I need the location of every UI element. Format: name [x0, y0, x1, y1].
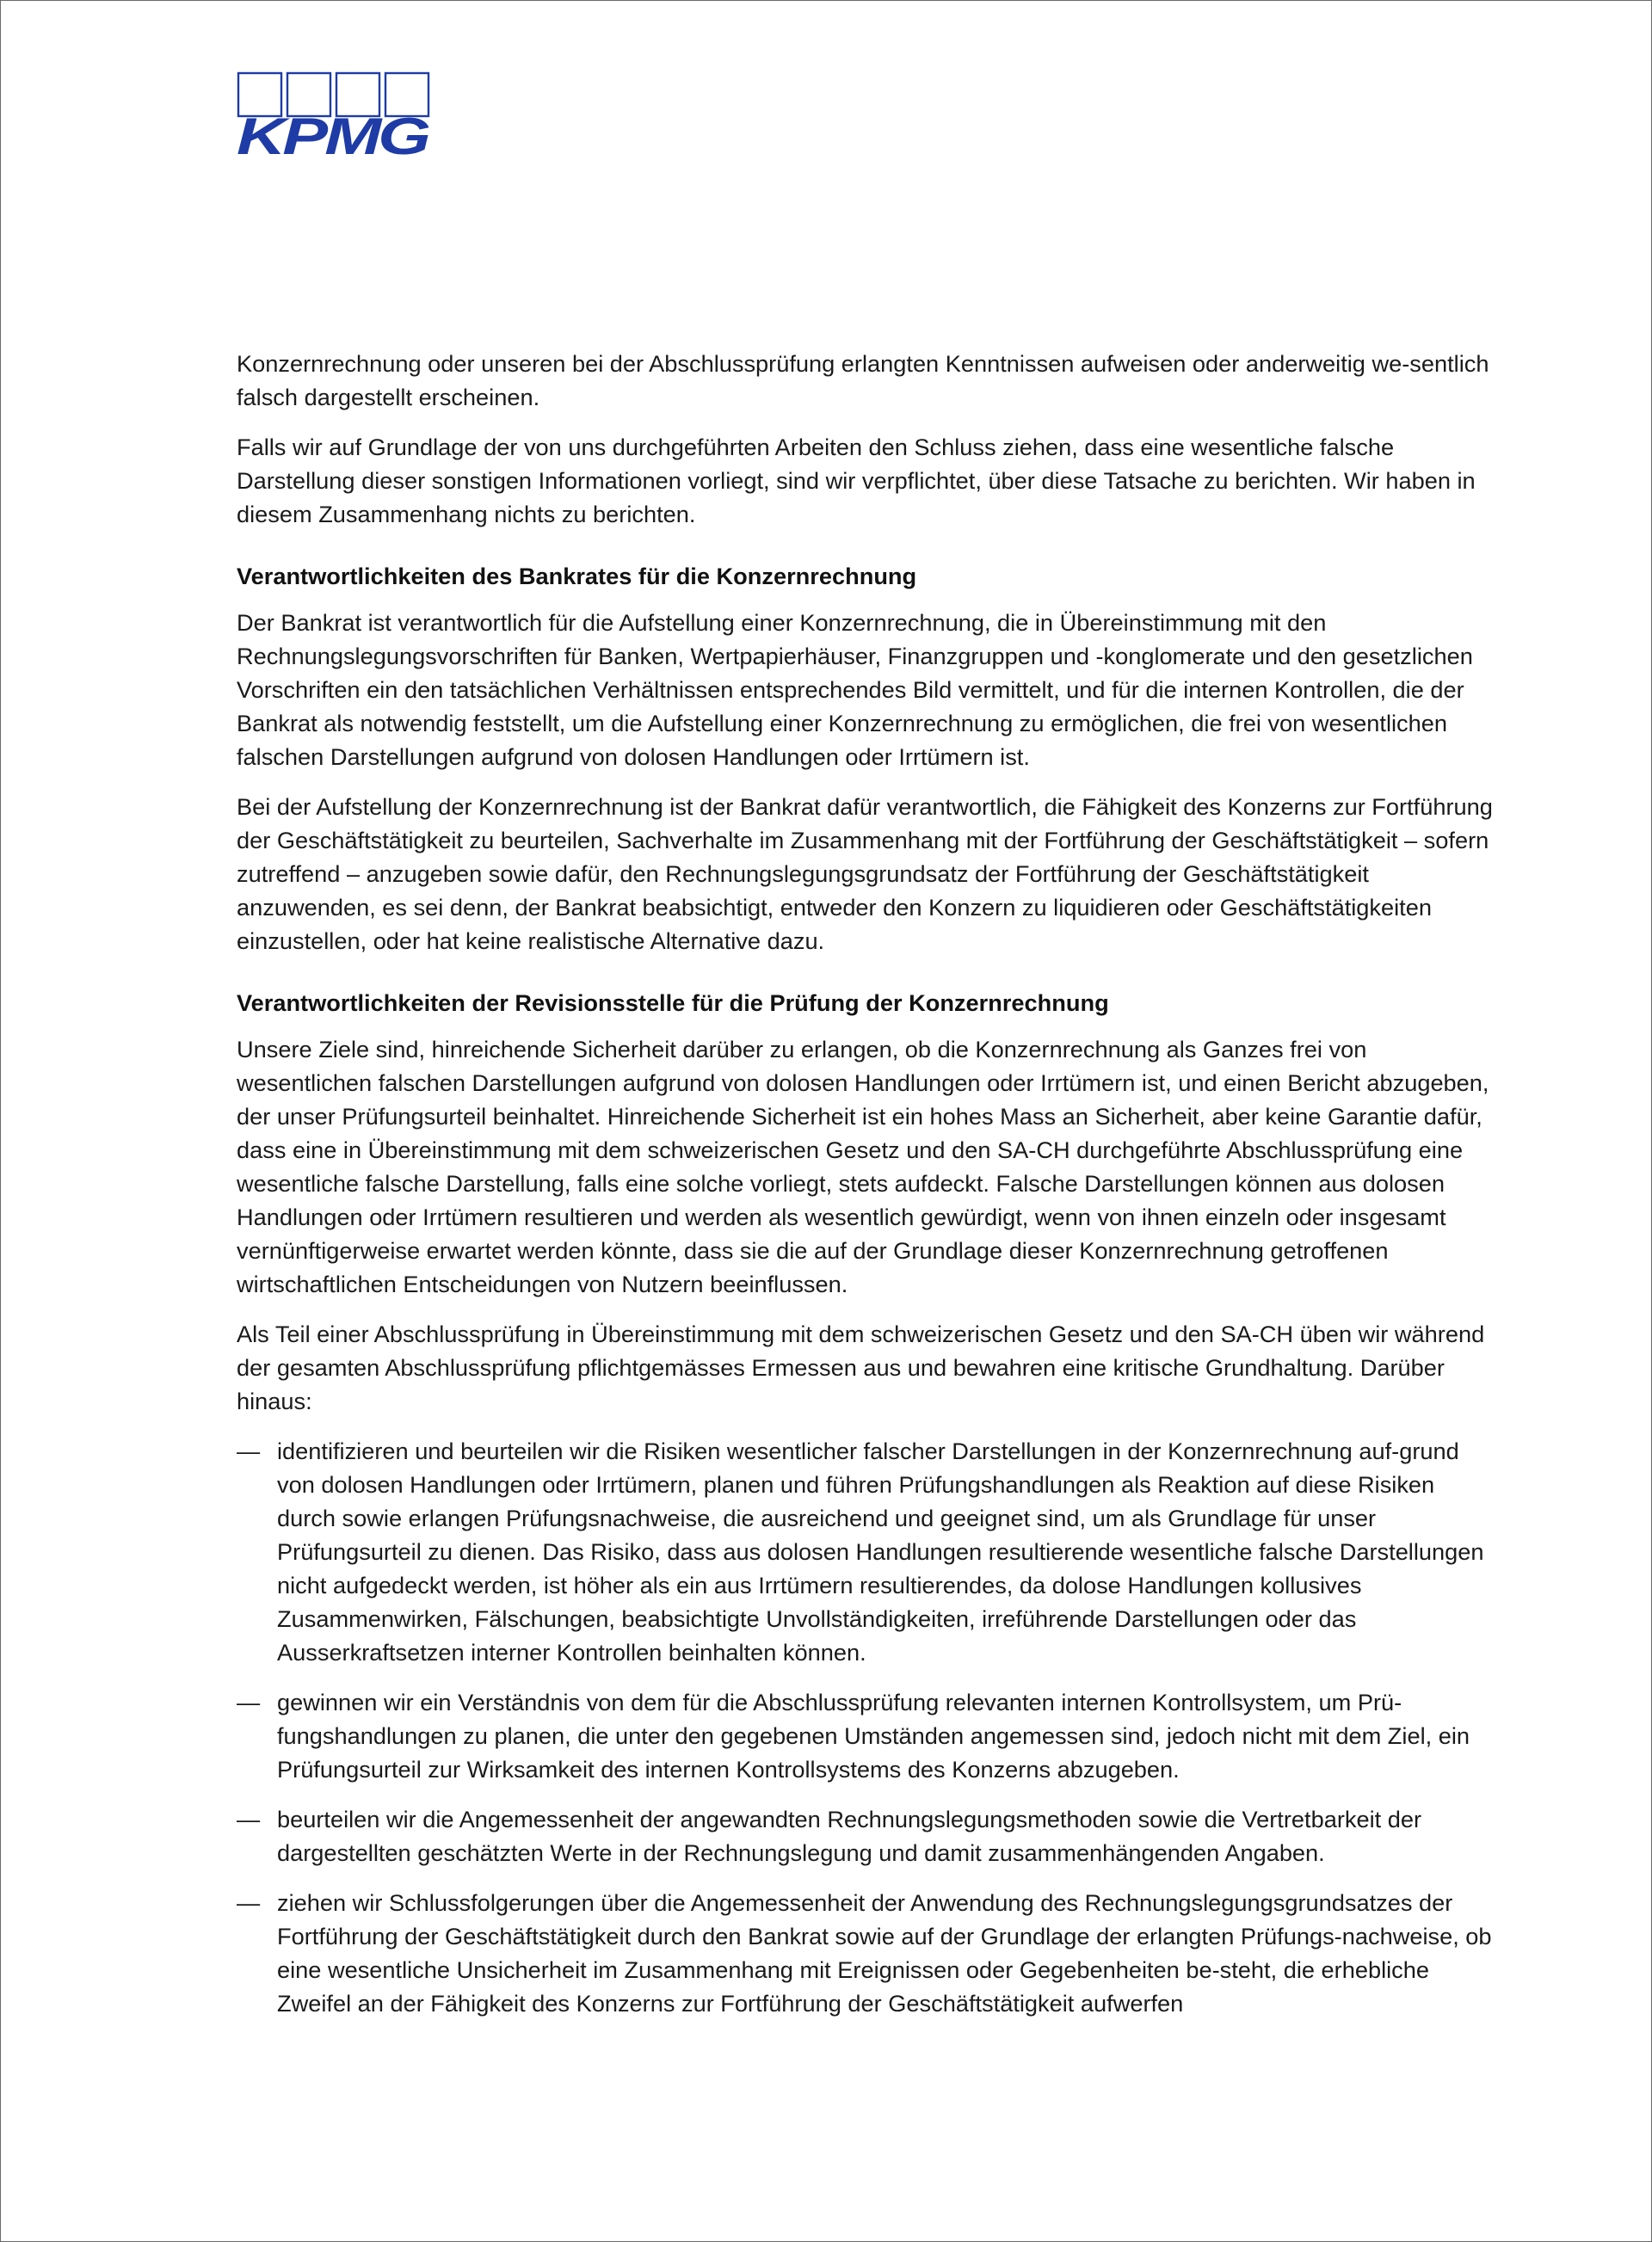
paragraph-bankrat-1: Der Bankrat ist verantwortlich für die Aufstellung einer Konzernrechnung, die in Übereinstimmung mit den Rechnungslegungsvorschriften für Banken, Wertpapierhäuser, Finanzgruppen und -konglomerate und den gesetzlichen Vorschriften ein den tatsächlichen Verhältnissen entsprechendes Bild vermittelt, und für die internen Kontrollen, die der Bankrat als notwendig feststellt, um die Aufstellung einer Konzernrechnung zu ermöglichen, die frei von wesentlichen falschen Darstellungen aufgrund von dolosen Handlungen oder Irrtümern ist.: [237, 609, 1473, 770]
heading-bankrat-responsibilities: Verantwortlichkeiten des Bankrates für die Konzernrechnung: [237, 563, 917, 589]
paragraph-audit-objectives: Unsere Ziele sind, hinreichende Sicherheit darüber zu erlangen, ob die Konzernrechnung als Ganzes frei von wesentlichen falschen Darstellungen aufgrund von dolosen Handlungen oder Irrtümern ist, und einen Bericht abzugeben, der unser Prüfungsurteil beinhaltet. Hinreichende Sicherheit ist ein hohes Mass an Sicherheit, aber keine Garantie dafür, dass eine in Übereinstimmung mit dem schweizerischen Gesetz und den SA-CH durchgeführte Abschlussprüfung eine wesentliche falsche Darstellung, falls eine solche vorliegt, stets aufdeckt. Falsche Darstellungen können aus dolosen Handlungen oder Irrtümern resultieren und werden als wesentlich gewürdigt, wenn von ihnen einzeln oder insgesamt vernünftigerweise erwartet werden könnte, dass sie die auf der Grundlage dieser Konzernrechnung getroffenen wirtschaftlichen Entscheidungen von Nutzern beeinflussen.: [237, 1036, 1489, 1297]
list-item: [237, 1434, 1498, 1669]
list-item-text: gewinnen wir ein Verständnis von dem für die Abschlussprüfung relevanten internen Kontrollsystem, um Prü-fungshandlungen zu planen, die unter den gegebenen Umständen angemessen sind, jedoch nicht mit dem Ziel, ein Prüfungsurteil zur Wirksamkeit des internen Kontrollsystems des Konzerns abzugeben.: [277, 1689, 1470, 1783]
paragraph-continuation: Konzernrechnung oder unseren bei der Abschlussprüfung erlangten Kenntnissen aufweisen oder anderweitig we-sentlich falsch dargestellt erscheinen.: [237, 350, 1489, 410]
dash-bullet: —: [237, 1806, 261, 1832]
list-item: [237, 1685, 1498, 1786]
kpmg-logo-graphic: [237, 71, 435, 159]
kpmg-logo: [237, 71, 435, 159]
list-item: [237, 1802, 1498, 1869]
list-item-text: beurteilen wir die Angemessenheit der angewandten Rechnungslegungsmethoden sowie die Vertretbarkeit der dargestellten geschätzten Werte in der Rechnungslegung und damit zusammenhängenden Angaben.: [277, 1806, 1422, 1866]
audit-procedures-list: [237, 1434, 1498, 2020]
dash-bullet: —: [237, 1438, 261, 1464]
paragraph-bankrat-2: Bei der Aufstellung der Konzernrechnung ist der Bankrat dafür verantwortlich, die Fähigkeit des Konzerns zur Fortführung der Geschäftstätigkeit zu beurteilen, Sachverhalte im Zusammenhang mit der Fortführung der Geschäftstätigkeit – sofern zutreffend – anzugeben sowie dafür, den Rechnungslegungsgrundsatz der Fortführung der Geschäftstätigkeit anzuwenden, es sei denn, der Bankrat beabsichtigt, entweder den Konzern zu liquidieren oder Geschäftstätigkeiten einzustellen, oder hat keine realistische Alternative dazu.: [237, 793, 1493, 954]
paragraph-audit-judgement: Als Teil einer Abschlussprüfung in Übereinstimmung mit dem schweizerischen Gesetz und den SA-CH üben wir während der gesamten Abschlussprüfung pflichtgemässes Ermessen aus und bewahren eine kritische Grundhaltung. Darüber hinaus:: [237, 1321, 1485, 1414]
heading-auditor-responsibilities: Verantwortlichkeiten der Revisionsstelle für die Prüfung der Konzernrechnung: [237, 989, 1109, 1016]
kpmg-logo-text: KPMG: [237, 108, 429, 159]
dash-bullet: —: [237, 1889, 261, 1916]
list-item-text: ziehen wir Schlussfolgerungen über die Angemessenheit der Anwendung des Rechnungslegungsgrundsatzes der Fortführung der Geschäftstätigkeit durch den Bankrat sowie auf der Grundlage der erlangten Prüfungs-nachweise, ob eine wesentliche Unsicherheit im Zusammenhang mit Ereignissen oder Gegebenheiten be-steht, die erhebliche Zweifel an der Fähigkeit des Konzerns zur Fortführung der Geschäftstätigkeit aufwerfen: [277, 1889, 1492, 2017]
report-body: [237, 347, 1498, 2036]
list-item-text: identifizieren und beurteilen wir die Risiken wesentlicher falscher Darstellungen in der Konzernrechnung auf-grund von dolosen Handlungen oder Irrtümern, planen und führen Prüfungshandlungen als Reaktion auf diese Risiken durch sowie erlangen Prüfungsnachweise, die ausreichend und geeignet sind, um als Grundlage für unser Prüfungsurteil zu dienen. Das Risiko, dass aus dolosen Handlungen resultierende wesentliche falsche Darstellungen nicht aufgedeckt werden, ist höher als ein aus Irrtümern resultierendes, da dolose Handlungen kollusives Zusammenwirken, Fälschungen, beabsichtigte Unvollständigkeiten, irreführende Darstellungen oder das Ausserkraftsetzen interner Kontrollen beinhalten können.: [277, 1438, 1484, 1666]
dash-bullet: —: [237, 1689, 261, 1715]
paragraph-other-information: Falls wir auf Grundlage der von uns durchgeführten Arbeiten den Schluss ziehen, dass eine wesentliche falsche Darstellung dieser sonstigen Informationen vorliegt, sind wir verpflichtet, über diese Tatsache zu berichten. Wir haben in diesem Zusammenhang nichts zu berichten.: [237, 434, 1476, 527]
list-item: [237, 1886, 1498, 2020]
